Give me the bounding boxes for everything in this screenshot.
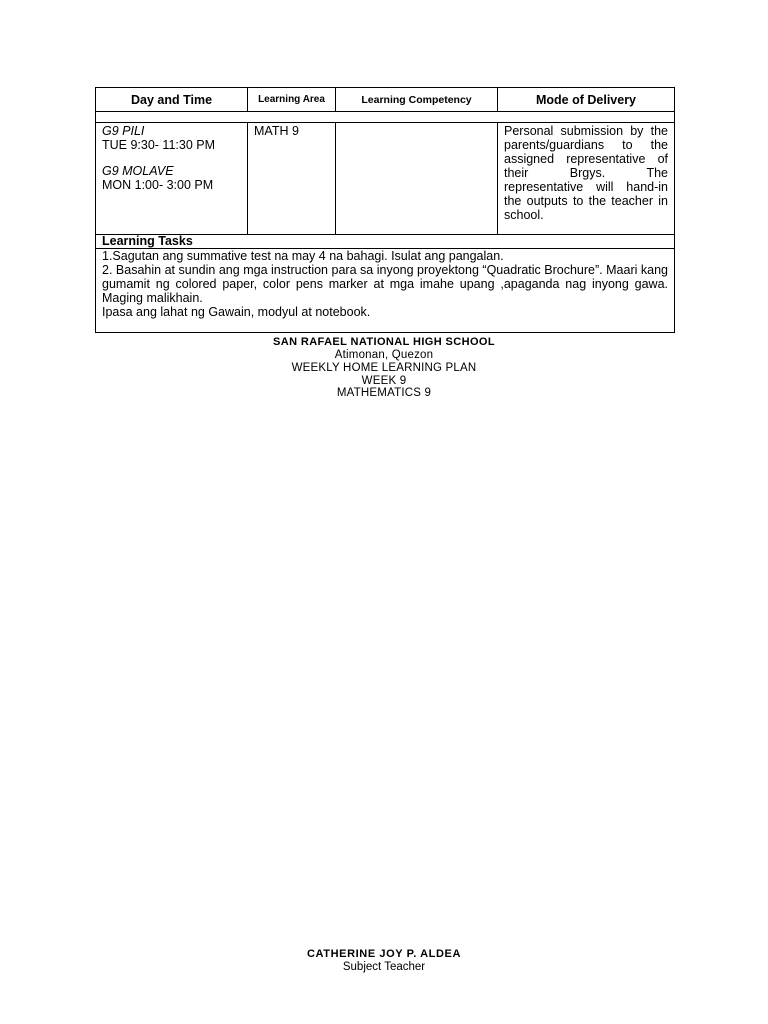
subject-label: MATHEMATICS 9 <box>336 387 432 400</box>
table-spacer-row <box>96 112 675 123</box>
section-time: MON 1:00- 3:00 PM <box>102 178 214 192</box>
learning-tasks-title-row <box>96 235 675 249</box>
school-heading <box>0 336 768 400</box>
header-day-and-time: Day and Time <box>96 88 248 112</box>
signature-block <box>0 948 768 974</box>
learning-tasks-body <box>96 249 675 333</box>
learning-plan-table <box>95 87 675 333</box>
learning-tasks-title: Learning Tasks <box>96 235 675 249</box>
mode-of-delivery-cell: Personal submission by the parents/guardians to the assigned representative of their Brgys. The representative will hand-in the outputs to the teacher in school. <box>498 123 675 235</box>
teacher-name: CATHERINE JOY P. ALDEA <box>307 948 461 960</box>
header-learning-area: Learning Area <box>248 88 336 112</box>
learning-competency-cell <box>336 123 498 235</box>
table-header-row <box>96 88 675 112</box>
header-learning-competency: Learning Competency <box>336 88 498 112</box>
header-mode-of-delivery: Mode of Delivery <box>498 88 675 112</box>
section-name: G9 MOLAVE <box>102 164 174 178</box>
school-location: Atimonan, Quezon <box>334 349 434 361</box>
teacher-role: Subject Teacher <box>342 961 426 973</box>
week-label: WEEK 9 <box>361 374 407 387</box>
task-item: 1.Sagutan ang summative test na may 4 na bahagi. Isulat ang pangalan. <box>102 249 504 263</box>
task-item: 2. Basahin at sundin ang mga instruction para sa inyong proyektong “Quadratic Brochure”. Maari kang gumamit ng colored paper, color pens marker at mga imahe upang ,apaganda nag inyong gawa. Maging malikhain. <box>102 263 668 305</box>
school-name: SAN RAFAEL NATIONAL HIGH SCHOOL <box>272 336 496 348</box>
learning-area-cell: MATH 9 <box>248 123 336 235</box>
task-item: Ipasa ang lahat ng Gawain, modyul at notebook. <box>102 305 371 319</box>
section-name: G9 PILI <box>102 124 145 138</box>
learning-tasks-row <box>96 249 675 333</box>
section-time: TUE 9:30- 11:30 PM <box>102 138 216 152</box>
plan-title: WEEKLY HOME LEARNING PLAN <box>291 361 477 374</box>
day-time-cell <box>96 123 248 235</box>
table-row <box>96 123 675 235</box>
